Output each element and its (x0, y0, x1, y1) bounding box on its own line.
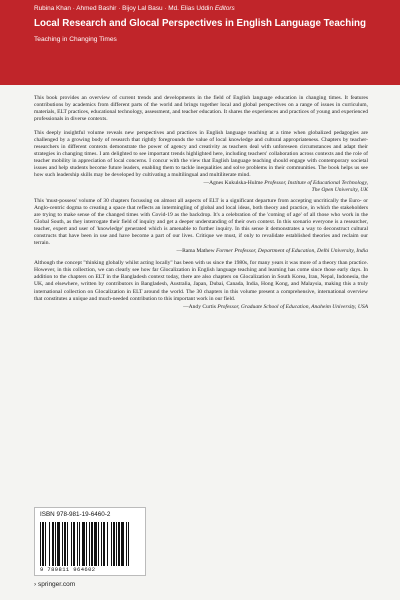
barcode-icon (40, 522, 140, 566)
barcode-stripe (129, 522, 131, 566)
editors-line (34, 5, 366, 13)
barcode-digits: 9 789811 964602 (40, 566, 96, 573)
endorsement-paragraph-3: Although the concept "thinking globally whilst acting locally" has been with us since the 1980s, for many years it was more of a theory than practice. However, in this collection, we can clearly see how far Glocalization in English language teaching and learning has come since those early days. In addition to the chapters on ELT in the Bangladesh context today, there are also chapters on Glocalization in South Korea, Iran, Nepal, Indonesia, the UK, and elsewhere, written by contributors in Bangladesh, Australia, Japan, Dubai, Canada, India, Hong Kong, and Malaysia, making this a truly international collection on Glocalization in ELT around the world. The 30 chapters in this volume present a comprehensive, international overview that constitutes a unique and much-needed contribution to this important work in our field. (34, 260, 368, 302)
cover-header (0, 0, 400, 85)
endorser-role-2: Former Professor, Department of Education, Delhi University, India (215, 248, 368, 255)
endorser-institution-1: The Open University, UK (311, 187, 368, 194)
back-cover-text (34, 95, 368, 311)
book-title: Local Research and Glocal Perspectives in English Language Teaching (34, 18, 366, 29)
isbn-label: ISBN 978-981-19-6460-2 (40, 511, 111, 518)
endorsement-attribution-2 (34, 248, 368, 255)
barcode-box (34, 507, 146, 576)
springer-link[interactable]: › springer.com (34, 581, 76, 588)
book-subtitle: Teaching in Changing Times (34, 35, 117, 43)
endorser-name-1: —Agnes Kukulska-Hulme (203, 180, 263, 187)
endorsement-attribution-1 (34, 180, 368, 194)
endorsement-paragraph-2: This 'must-possess' volume of 30 chapters focussing on almost all aspects of ELT is a significant departure from accepting uncritically the Euro- or Anglo-centric dogma to creating a space that reflects an intermingling of global and local ideas, both theory and practice, in which the stakeholders are trying to make sense of the changed times with Covid-19 as the backdrop. It's a celebration of the 'coming of age' of all those who work in the Global South, as they interrogate their field of inquiry and get a deeper understanding of their own context. In this scenario everyone is a researcher, teacher, expert and user of 'knowledge' generated which is amenable to further inquiry. In this sense it demonstrates a way to deconstruct cultural constructs that have been in use and have become a part of our lives. Critique we must, if only to revalidate established theories and reclaim our terrain. (34, 198, 368, 247)
endorser-name-3: —Andy Curtis (183, 303, 216, 310)
blurb-paragraph: This book provides an overview of current trends and developments in the field of English language education in changing times. It features contributions by academics from different parts of the world and brings together local and global perspectives on a range of issues in curriculum, materials, ELT practices, educational technology, assessment, and teacher education. It shares the experiences and practices of young and experienced professionals in diverse contexts. (34, 95, 368, 123)
endorsement-attribution-3 (34, 304, 368, 311)
endorsement-paragraph-1: This deeply insightful volume reveals new perspectives and practices in English language teaching at a time when globalized pedagogies are challenged by a growing body of research that rightly foregrounds the value of local knowledge and cultural appropriateness. Chapters by teacher-researchers in different contexts demonstrate the power of agency and creativity as teachers deal with unforeseen circumstances and adapt their strategies in changing times. I am delighted to see important trends highlighted here, including teachers' collaboration across contexts and the role of teacher mobility in appreciation of local concerns. I concur with the view that English language teaching should engage with contemporary societal issues and help students become future leaders, enabling them to tackle inequalities and solve problems in their communities. The book helps us see how such leadership skills may be developed by cultivating a multilingual and multiliterate mind. (34, 129, 368, 178)
endorser-role-3: Professor, Graduate School of Education, Anaheim University, USA (217, 303, 368, 310)
editors-role: Editors (214, 5, 235, 12)
endorser-name-2: —Rama Mathew (176, 248, 215, 255)
editors-names: Rubina Khan · Ahmed Bashir · Bijoy Lal Basu · Md. Elias Uddin (34, 5, 214, 12)
endorser-role-1: Professor, Institute of Educational Technology, (264, 180, 368, 187)
